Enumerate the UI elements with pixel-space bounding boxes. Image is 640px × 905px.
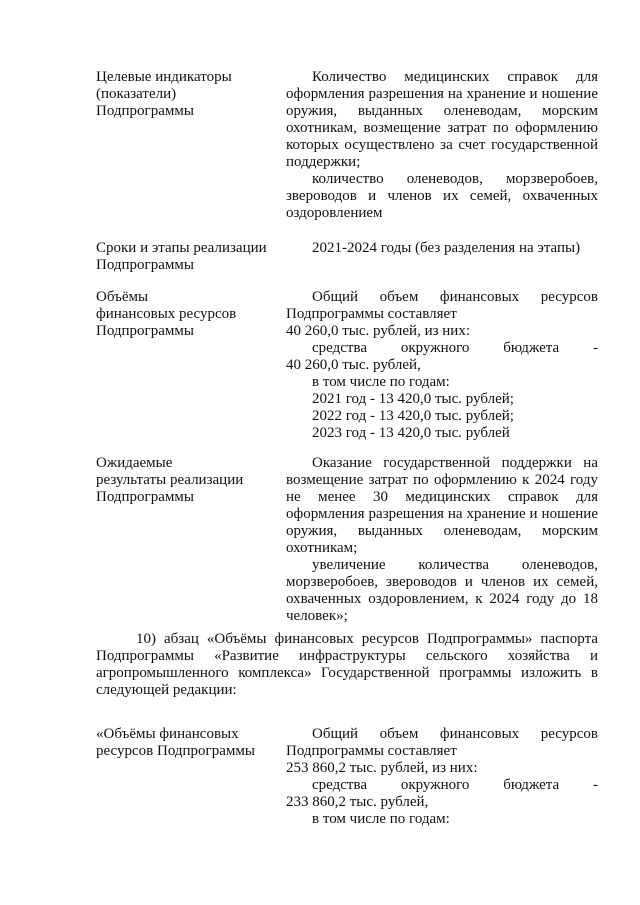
terms-text: 2021-2024 годы (без разделения на этапы) bbox=[312, 240, 581, 256]
new-finance-text-3: средства окружного бюджета - bbox=[312, 777, 598, 793]
new-finance-text-5: в том числе по годам: bbox=[312, 811, 450, 827]
new-finance-label: «Объёмы финансовых ресурсов Подпрограммы bbox=[96, 726, 255, 759]
terms-label: Сроки и этапы реализации Подпрограммы bbox=[96, 240, 267, 273]
indicators-text-1: Количество медицинских справок для оформления разрешения на хранение и ношение оружия, выданных оленеводам, морским охотникам, возмещение затрат по оформлению которых осуществлено за счет государственной поддержки; bbox=[286, 69, 598, 170]
new-finance-text-4: 233 860,2 тыс. рублей, bbox=[286, 794, 429, 810]
indicators-content bbox=[286, 69, 598, 222]
finance-text-5: в том числе по годам: bbox=[312, 374, 450, 390]
finance-content bbox=[286, 289, 598, 442]
finance-year-2: 2022 год - 13 420,0 тыс. рублей; bbox=[312, 408, 514, 424]
finance-text-4: 40 260,0 тыс. рублей, bbox=[286, 357, 421, 373]
indicators-label: Целевые индикаторы (показатели) Подпрограммы bbox=[96, 69, 232, 119]
terms-content bbox=[286, 240, 598, 257]
finance-label: Объёмы финансовых ресурсов Подпрограммы bbox=[96, 289, 237, 339]
indicators-text-2: количество оленеводов, морзверобоев, звероводов и членов их семей, охваченных оздоровлением bbox=[286, 171, 598, 221]
new-finance-content bbox=[286, 726, 598, 828]
results-text-1: Оказание государственной поддержки на возмещение затрат по оформлению к 2024 году не менее 30 медицинских справок для оформления разрешения на хранение и ношение оружия, выданных оленеводам, морским охотникам; bbox=[286, 455, 598, 556]
finance-text-1: Общий объем финансовых ресурсов Подпрограммы составляет bbox=[286, 289, 598, 322]
results-label: Ожидаемые результаты реализации Подпрограммы bbox=[96, 455, 244, 505]
results-text-2: увеличение количества оленеводов, морзверобоев, звероводов и членов их семей, охваченных оздоровлением, к 2024 году до 18 человек»; bbox=[286, 557, 598, 624]
new-finance-text-2: 253 860,2 тыс. рублей, из них: bbox=[286, 760, 478, 776]
finance-year-1: 2021 год - 13 420,0 тыс. рублей; bbox=[312, 391, 514, 407]
new-finance-text-1: Общий объем финансовых ресурсов Подпрограммы составляет bbox=[286, 726, 598, 759]
finance-text-3: средства окружного бюджета - bbox=[312, 340, 598, 356]
paragraph-10: 10) абзац «Объёмы финансовых ресурсов Подпрограммы» паспорта Подпрограммы «Развитие инфраструктуры сельского хозяйства и агропромышленного комплекса» Государственной программы изложить в следующей редакции: bbox=[96, 631, 598, 698]
finance-year-3: 2023 год - 13 420,0 тыс. рублей bbox=[312, 425, 510, 441]
results-content bbox=[286, 455, 598, 625]
finance-text-2: 40 260,0 тыс. рублей, из них: bbox=[286, 323, 470, 339]
